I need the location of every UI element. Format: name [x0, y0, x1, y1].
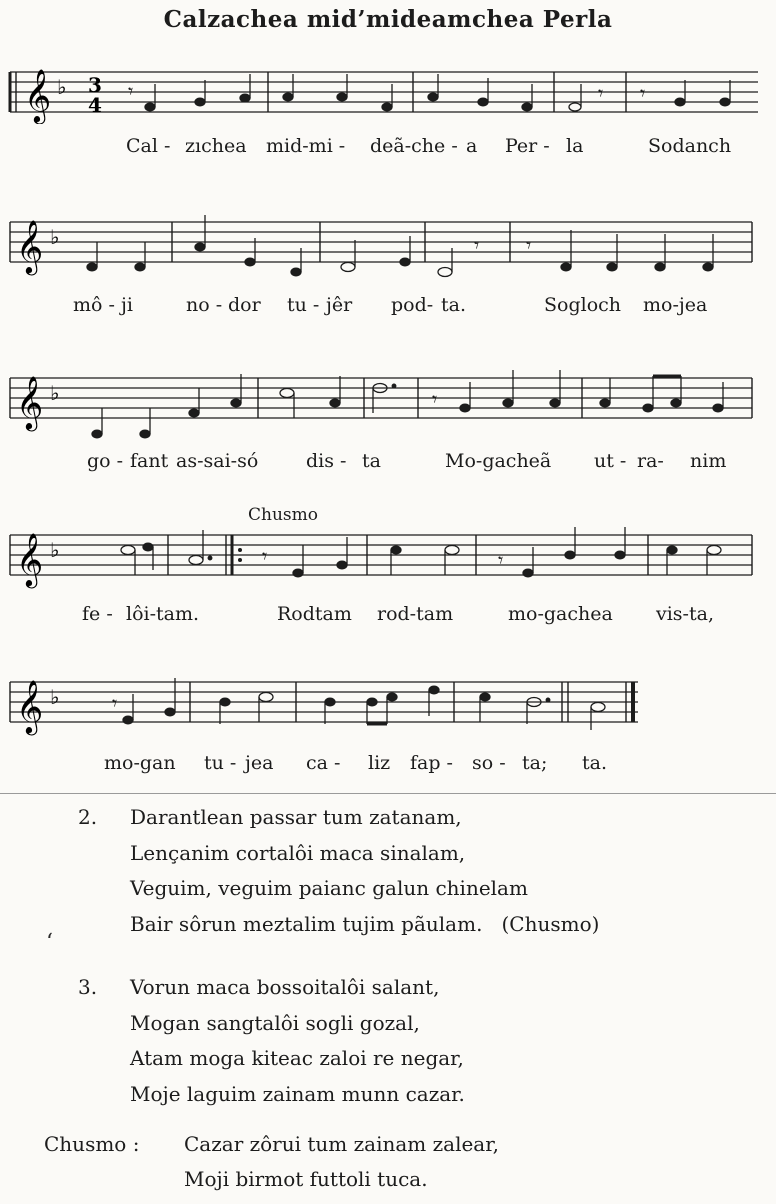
flat-icon: ♭ — [50, 538, 60, 562]
note-half — [591, 703, 605, 712]
note — [671, 399, 681, 407]
note — [189, 409, 199, 417]
lyric-syllable: liz — [368, 752, 391, 774]
note — [643, 404, 653, 412]
lyric-syllable: zıchea — [185, 135, 247, 157]
staff-row-4 — [0, 525, 776, 595]
lyric-syllable: fe - — [82, 603, 113, 625]
repeat-dot — [238, 548, 242, 552]
rest-icon: 𝄾 — [526, 233, 532, 257]
note — [337, 561, 347, 569]
note — [231, 399, 241, 407]
note — [655, 263, 665, 271]
note — [291, 268, 301, 276]
rest-icon: 𝄾 — [474, 233, 480, 257]
lyric-syllable: nim — [690, 450, 727, 472]
staff-row-3 — [0, 368, 776, 446]
note — [675, 98, 685, 106]
note — [713, 404, 723, 412]
note — [703, 263, 713, 271]
flat-icon: ♭ — [57, 75, 67, 99]
lyric-syllable: tu - — [204, 752, 237, 774]
note-half — [121, 546, 135, 555]
verse-number: 2. — [78, 805, 98, 829]
verse-line: Bair sôrun meztalim tujim pãulam. (Chusmo) — [130, 911, 600, 936]
lyric-syllable: as-sai-só — [176, 450, 259, 472]
chorus-marker: Chusmo — [248, 505, 318, 525]
lyric-syllable: Sodanch — [648, 135, 732, 157]
note — [667, 546, 677, 554]
rest-icon: 𝄾 — [262, 544, 268, 568]
lyric-syllable: mo-gan — [104, 752, 176, 774]
treble-clef-icon: 𝄞 — [16, 219, 44, 273]
note — [550, 399, 560, 407]
note-half — [707, 546, 721, 555]
lyrics-row-2 — [0, 294, 776, 324]
note — [382, 103, 392, 111]
note — [523, 569, 533, 577]
lyric-syllable: ut - — [594, 450, 627, 472]
note — [460, 404, 470, 412]
rest-icon: 𝄾 — [432, 387, 438, 411]
flat-icon: ♭ — [50, 381, 60, 405]
treble-clef-icon: 𝄞 — [16, 679, 44, 733]
note — [325, 698, 335, 706]
margin-mark: ʻ — [46, 930, 53, 955]
note-half — [341, 263, 355, 272]
note — [615, 551, 625, 559]
chorus-label: Chusmo : — [44, 1132, 140, 1156]
rest-icon: 𝄾 — [598, 81, 604, 105]
verse-line: Lençanim cortalôi maca sinalam, — [130, 840, 466, 865]
time-signature-top: 3 — [88, 73, 102, 97]
verse-line: Veguim, veguim paianc galun chinelam — [130, 876, 528, 900]
verse-line: Atam moga kiteac zaloi re negar, — [130, 1046, 464, 1070]
note — [428, 93, 438, 101]
note — [330, 399, 340, 407]
note — [123, 716, 133, 724]
rest-icon: 𝄾 — [498, 548, 504, 572]
note-half — [280, 389, 294, 398]
time-signature-bottom: 4 — [88, 93, 102, 117]
lyric-syllable: ra- — [637, 450, 664, 472]
treble-clef-icon: 𝄞 — [24, 68, 52, 122]
lyric-syllable: go - — [87, 450, 124, 472]
note — [503, 399, 513, 407]
lyrics-row-1 — [0, 135, 776, 165]
lyrics-row-3 — [0, 450, 776, 480]
lyric-syllable: mo-gachea — [508, 603, 613, 625]
note — [400, 258, 410, 266]
chorus-line: Moji birmot futtoli tuca. — [184, 1167, 428, 1191]
note — [600, 399, 610, 407]
note — [143, 543, 153, 551]
lyric-syllable: ta; — [522, 752, 548, 774]
lyric-syllable: pod- — [391, 294, 434, 316]
note — [283, 93, 293, 101]
staff-row-2 — [0, 210, 776, 285]
note — [522, 103, 532, 111]
rest-icon: 𝄾 — [128, 79, 134, 103]
lyric-syllable: dor — [228, 294, 261, 316]
lyric-syllable: jea — [245, 752, 274, 774]
lyric-syllable: mo-jea — [643, 294, 708, 316]
lyric-syllable: Sogloch — [544, 294, 622, 316]
dot — [208, 556, 212, 560]
lyric-syllable: lôi-tam. — [126, 603, 200, 625]
note — [429, 686, 439, 694]
note — [220, 698, 230, 706]
lyric-syllable: vis-ta, — [656, 603, 714, 625]
lyric-syllable: la — [566, 135, 584, 157]
lyric-syllable: mid-mi - — [266, 135, 346, 157]
lyric-syllable: fant — [130, 450, 169, 472]
lyrics-row-4 — [0, 603, 776, 633]
note — [565, 551, 575, 559]
staff-lines — [10, 682, 638, 722]
verse-line: Mogan sangtalôi sogli gozal, — [130, 1010, 420, 1035]
lyric-syllable: no - — [186, 294, 223, 316]
lyric-syllable: ca - — [306, 752, 341, 774]
note — [391, 546, 401, 554]
staff-lines — [10, 222, 752, 262]
lyric-syllable: ta — [362, 450, 381, 472]
lyric-syllable: rod-tam — [377, 603, 454, 625]
note — [387, 693, 397, 701]
note — [478, 98, 488, 106]
note — [367, 698, 377, 706]
staff-row-1 — [0, 62, 776, 124]
note — [337, 93, 347, 101]
notes — [87, 215, 713, 277]
notes — [92, 370, 723, 438]
treble-clef-icon: 𝄞 — [16, 375, 44, 429]
chorus-line: Cazar zôrui tum zainam zalear, — [184, 1132, 499, 1156]
note — [480, 693, 490, 701]
treble-clef-icon: 𝄞 — [16, 532, 44, 586]
repeat-dot — [238, 558, 242, 562]
verse-line: Darantlean passar tum zatanam, — [130, 805, 462, 829]
flat-icon: ♭ — [50, 685, 60, 709]
lyric-syllable: Per - — [505, 135, 550, 157]
note-half — [445, 546, 459, 555]
lyric-syllable: ta. — [582, 752, 608, 774]
note-half — [189, 556, 203, 565]
lyric-syllable: ta. — [441, 294, 467, 316]
lyric-syllable: tu - — [287, 294, 320, 316]
rest-icon: 𝄾 — [112, 691, 118, 715]
note — [195, 243, 205, 251]
verse-line: Moje laguim zainam munn cazar. — [130, 1081, 465, 1106]
note — [87, 263, 97, 271]
lyric-syllable: dis - — [306, 450, 347, 472]
staff-lines — [10, 535, 752, 575]
lyric-syllable: Mo-gacheã — [445, 450, 552, 472]
note — [165, 708, 175, 716]
lyrics-row-5 — [0, 752, 776, 782]
lyric-syllable: Rodtam — [277, 603, 352, 625]
lyric-syllable: so - — [472, 752, 506, 774]
note — [240, 94, 250, 102]
lyric-syllable: a — [466, 135, 478, 157]
note — [607, 263, 617, 271]
rest-icon: 𝄾 — [640, 81, 646, 105]
lyric-syllable: jêr — [326, 294, 353, 316]
note — [195, 98, 205, 106]
note-half — [569, 103, 581, 111]
staff-row-5 — [0, 672, 776, 742]
note — [245, 258, 255, 266]
flat-icon: ♭ — [50, 225, 60, 249]
verse-number: 3. — [78, 975, 98, 999]
note — [561, 263, 571, 271]
dot — [392, 384, 396, 388]
verse-line: Vorun maca bossoitalôi salant, — [130, 975, 440, 999]
lyric-syllable: Cal - — [126, 135, 171, 157]
note — [135, 263, 145, 271]
note — [145, 103, 155, 111]
note-half — [438, 268, 452, 277]
lyric-syllable: mô - ji — [73, 294, 133, 316]
note — [92, 430, 102, 438]
note — [720, 98, 730, 106]
dot — [546, 698, 550, 702]
note-half — [259, 693, 273, 702]
song-title: Calzachea mid’mideamchea Perla — [163, 6, 613, 33]
note — [293, 569, 303, 577]
lyric-syllable: deã-che - — [370, 135, 458, 157]
section-divider — [0, 793, 776, 794]
note — [140, 430, 150, 438]
lyric-syllable: fap - — [410, 752, 453, 774]
